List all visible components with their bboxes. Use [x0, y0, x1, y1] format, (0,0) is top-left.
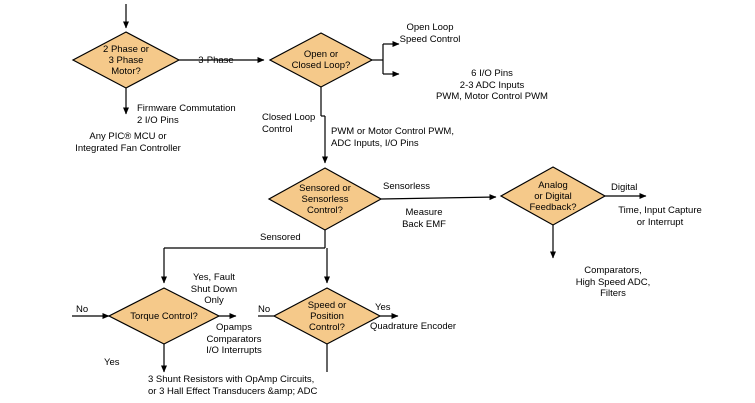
label-quadrature-encoder: Quadrature Encoder — [370, 321, 457, 332]
node-torque-label: Torque Control? — [130, 310, 198, 322]
label-3phase: 3-Phase — [198, 55, 234, 66]
label-no-speed: No — [258, 304, 271, 315]
node-loop-label: Open or Closed Loop? — [291, 49, 351, 71]
label-sensorless: Sensorless — [383, 181, 430, 192]
label-time-input-capture: Time, Input Capture or Interrupt — [618, 205, 702, 228]
node-shape-loop — [270, 33, 372, 87]
node-speedpos-label: Speed or Position Control? — [307, 299, 347, 333]
label-open-loop-resources: 6 I/O Pins 2-3 ADC Inputs PWM, Motor Control PWM — [436, 68, 548, 102]
label-comparators-adc-filters: Comparators, High Speed ADC, Filters — [575, 265, 651, 299]
label-sensored: Sensored — [260, 232, 301, 243]
node-motor-label: 2 Phase or 3 Phase Motor? — [103, 43, 149, 77]
node-shape-motor — [73, 32, 179, 88]
label-any-pic-mcu: Any PIC® MCU or Integrated Fan Controller — [75, 131, 181, 154]
label-shunt-resistors: 3 Shunt Resistors with OpAmp Circuits, or 3 Hall Effect Transducers &amp; ADC — [148, 374, 318, 397]
label-yes-speed: Yes — [375, 302, 391, 313]
label-yes-torque: Yes — [104, 357, 120, 368]
node-shape-sensor — [269, 168, 381, 230]
node-shape-feedback — [501, 167, 605, 225]
label-measure-back-emf: Measure Back EMF — [402, 207, 446, 230]
label-open-loop-speed-control: Open Loop Speed Control — [399, 22, 461, 45]
label-yes-fault-shutdown: Yes, Fault Shut Down Only — [190, 272, 238, 306]
node-sensor-label: Sensored or Sensorless Control? — [299, 182, 351, 216]
label-no-torque: No — [76, 304, 89, 315]
node-shape-speedpos — [274, 288, 380, 344]
node-feedback-label: Analog or Digital Feedback? — [529, 179, 577, 213]
label-digital: Digital — [611, 182, 638, 193]
label-pwm-adc-io: PWM or Motor Control PWM, ADC Inputs, I/O Pins — [331, 126, 454, 149]
label-firmware-commutation: Firmware Commutation 2 I/O Pins — [137, 103, 236, 126]
label-closed-loop-control: Closed Loop Control — [262, 112, 316, 135]
label-opamps-comparators: Opamps Comparators I/O Interrupts — [206, 322, 262, 356]
